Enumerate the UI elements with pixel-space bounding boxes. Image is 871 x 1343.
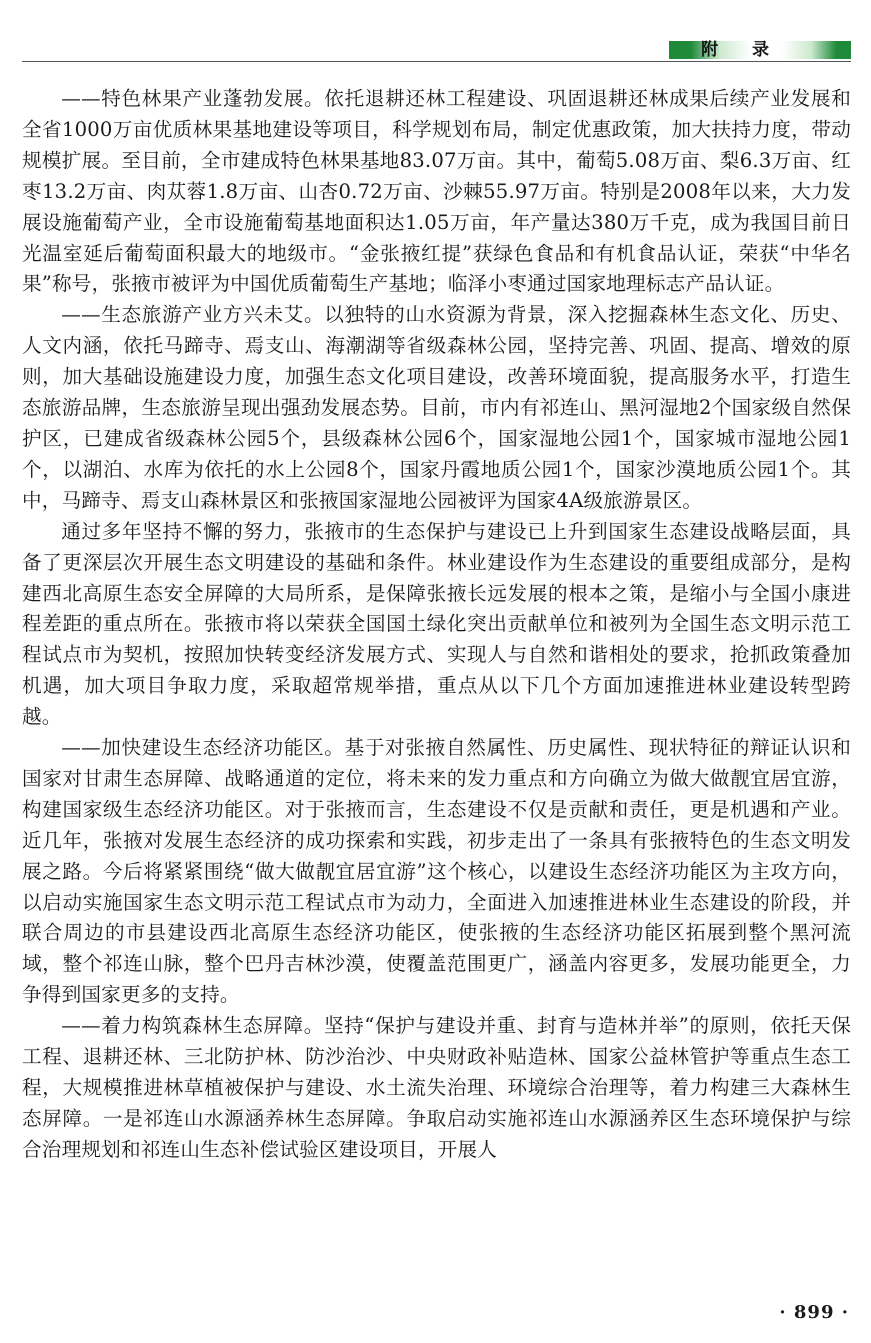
section-label: 附 录 xyxy=(701,40,783,60)
running-header xyxy=(22,40,851,62)
header-rule xyxy=(22,61,851,62)
page-number: · 899 · xyxy=(779,1302,849,1323)
paragraph: 通过多年坚持不懈的努力，张掖市的生态保护与建设已上升到国家生态建设战略层面，具备了更深层次开展生态文明建设的基础和条件。林业建设作为生态建设的重要组成部分，是构建西北高原生态安全屏障的大局所系，是保障张掖长远发展的根本之策，是缩小与全国小康进程差距的重点所在。张掖市将以荣获全国国土绿化突出贡献单位和被列为全国生态文明示范工程试点市为契机，按照加快转变经济发展方式、实现人与自然和谐相处的要求，抢抓政策叠加机遇，加大项目争取力度，采取超常规举措，重点从以下几个方面加速推进林业建设转型跨越。 xyxy=(22,519,851,729)
paragraph: ——特色林果产业蓬勃发展。依托退耕还林工程建设、巩固退耕还林成果后续产业发展和全省1000万亩优质林果基地建设等项目，科学规划布局，制定优惠政策，加大扶持力度，带动规模扩展。至目前，全市建成特色林果基地83.07万亩。其中，葡萄5.08万亩、梨6.3万亩、红枣13.2万亩、肉苁蓉1.8万亩、山杏0.72万亩、沙棘55.97万亩。特别是2008年以来，大力发展设施葡萄产业，全市设施葡萄基地面积达1.05万亩，年产量达380万千克，成为我国目前日光温室延后葡萄面积最大的地级市。“金张掖红提”获绿色食品和有机食品认证，荣获“中华名果”称号，张掖市被评为中国优质葡萄生产基地；临泽小枣通过国家地理标志产品认证。 xyxy=(22,87,851,296)
paragraph: ——着力构筑森林生态屏障。坚持“保护与建设并重、封育与造林并举”的原则，依托天保工程、退耕还林、三北防护林、防沙治沙、中央财政补贴造林、国家公益林管护等重点生态工程，大规模推进林草植被保护与建设、水土流失治理、环境综合治理等，着力构建三大森林生态屏障。一是祁连山水源涵养林生态屏障。争取启动实施祁连山水源涵养区生态环境保护与综合治理规划和祁连山生态补偿试验区建设项目，开展人 xyxy=(22,1014,851,1161)
paragraph: ——生态旅游产业方兴未艾。以独特的山水资源为背景，深入挖掘森林生态文化、历史、人文内涵，依托马蹄寺、焉支山、海潮湖等省级森林公园，坚持完善、巩固、提高、增效的原则，加大基础设施建设力度，加强生态文化项目建设，改善环境面貌，提高服务水平，打造生态旅游品牌，生态旅游呈现出强劲发展态势。目前，市内有祁连山、黑河湿地2个国家级自然保护区，已建成省级森林公园5个，县级森林公园6个，国家湿地公园1个，国家城市湿地公园1个，以湖泊、水库为依托的水上公园8个，国家丹霞地质公园1个，国家沙漠地质公园1个。其中，马蹄寺、焉支山森林景区和张掖国家湿地公园被评为国家4A级旅游景区。 xyxy=(22,303,851,512)
paragraph: ——加快建设生态经济功能区。基于对张掖自然属性、历史属性、现状特征的辩证认识和国家对甘肃生态屏障、战略通道的定位，将未来的发力重点和方向确立为做大做靓宜居宜游，构建国家级生态经济功能区。对于张掖而言，生态建设不仅是贡献和责任，更是机遇和产业。近几年，张掖对发展生态经济的成功探索和实践，初步走出了一条具有张掖特色的生态文明发展之路。今后将紧紧围绕“做大做靓宜居宜游”这个核心，以建设生态经济功能区为主攻方向，以启动实施国家生态文明示范工程试点市为动力，全面进入加速推进林业生态建设的阶段，并联合周边的市县建设西北高原生态经济功能区，使张掖的生态经济功能区拓展到整个黑河流域，整个祁连山脉，整个巴丹吉林沙漠，使覆盖范围更广，涵盖内容更多，发展功能更全，力争得到国家更多的支持。 xyxy=(22,736,851,1007)
body-text xyxy=(22,84,851,1166)
